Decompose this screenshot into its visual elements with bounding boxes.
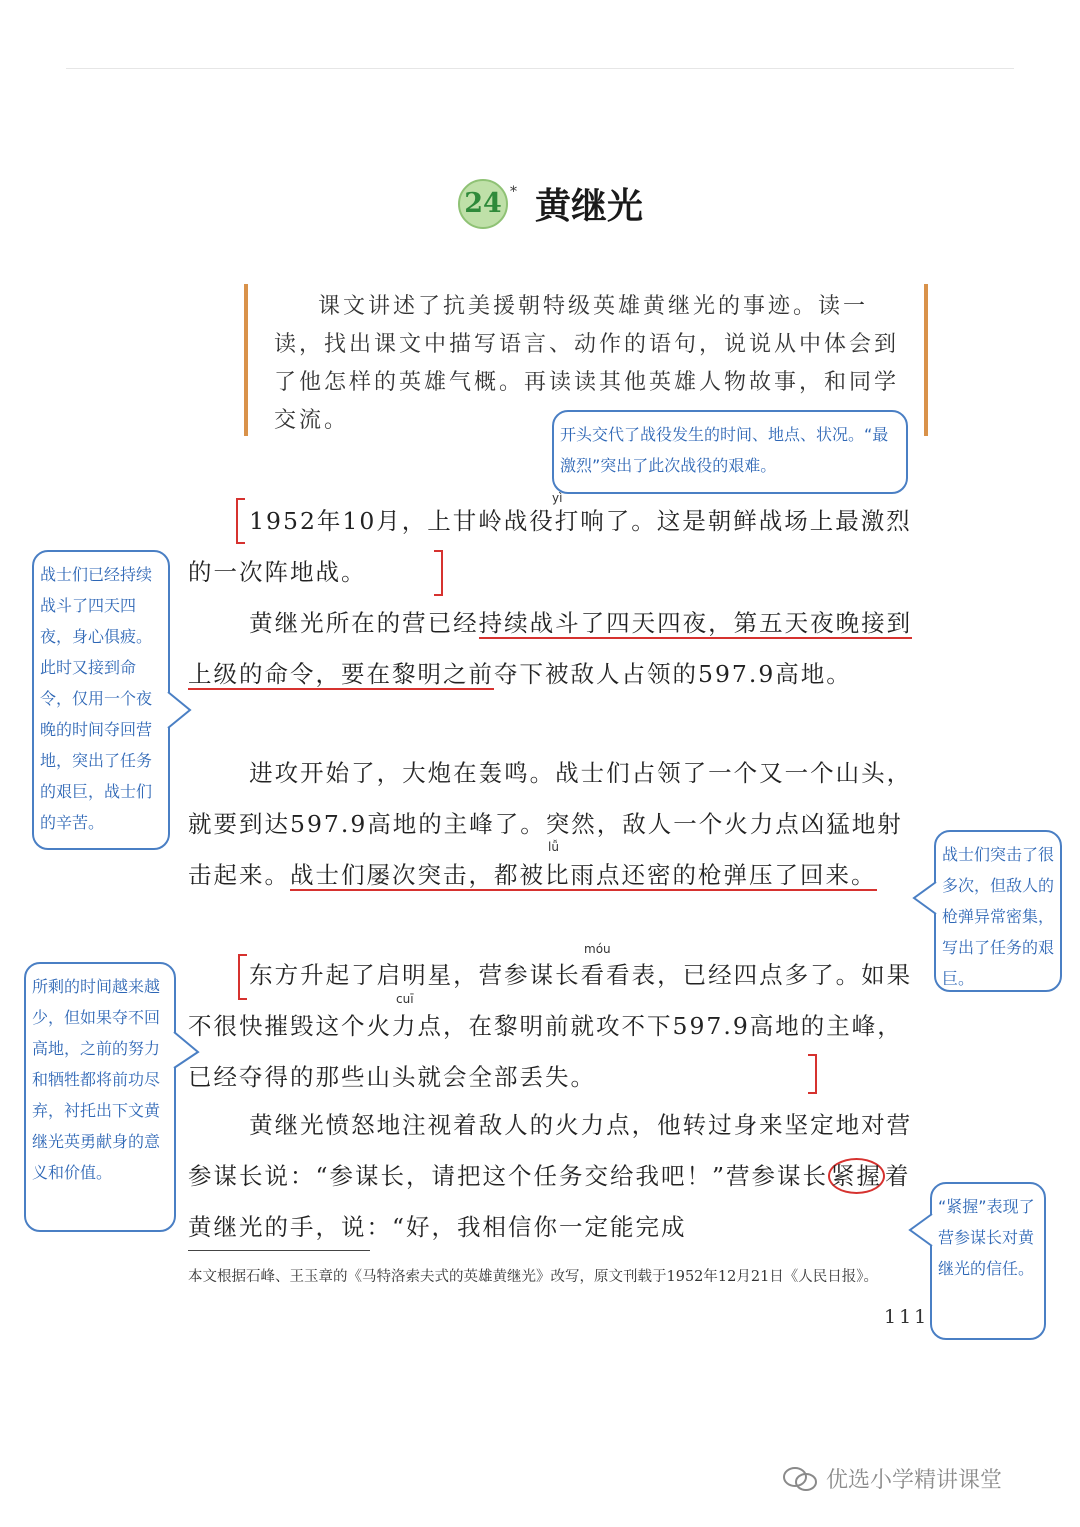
paragraph-5-text-a: 黄继光愤怒地注视着敌人的火力点，他转过身来坚定地对营参谋长说：“参谋长，请把这个任务交给我吧！”营参谋长 bbox=[188, 1111, 913, 1190]
footnote-divider bbox=[188, 1250, 370, 1251]
paragraph-3-text-a: 进攻开始了，大炮在轰鸣。战士们占领了一个又一个山头，就要到达597.9高地的主峰了。突然，敌人一个火力点凶猛地射击起来。 bbox=[188, 759, 913, 889]
page-number: 111 bbox=[884, 1306, 930, 1328]
circled-word-jinwo: 紧握 bbox=[828, 1158, 885, 1194]
pinyin-cui: cuī bbox=[396, 992, 414, 1006]
paragraph-1-text: 1952年10月，上甘岭战役打响了。这是朝鲜战场上最激烈的一次阵地战。 bbox=[188, 507, 912, 586]
note-four-days-tail bbox=[166, 690, 192, 730]
lesson-star: * bbox=[510, 184, 517, 200]
note-jinwo-tail bbox=[908, 1212, 934, 1248]
paragraph-3 bbox=[188, 748, 920, 901]
pinyin-mou: móu bbox=[584, 942, 611, 956]
top-divider bbox=[66, 68, 1014, 69]
pinyin-yi: yì bbox=[552, 491, 563, 505]
note-bullets-tail bbox=[912, 880, 938, 916]
paragraph-2-text-a: 黄继光所在的营已经 bbox=[249, 609, 479, 637]
paragraph-2 bbox=[188, 598, 920, 700]
paragraph-5-text-c: 着黄继光的手，说：“好，我相信你一定能完成 bbox=[188, 1162, 911, 1241]
note-time-running-out-tail bbox=[172, 1030, 200, 1070]
bracket-left-1 bbox=[236, 498, 245, 544]
pinyin-lv: lǚ bbox=[548, 840, 559, 854]
note-battle-intro: 开头交代了战役发生的时间、地点、状况。“最激烈”突出了此次战役的艰难。 bbox=[552, 410, 908, 494]
wechat-icon bbox=[782, 1466, 818, 1492]
watermark-text: 优选小学精讲课堂 bbox=[826, 1468, 1003, 1493]
paragraph-2-underlined: 持续战斗了四天四夜，第五天夜晚接到上级的命令，要在黎明之前 bbox=[188, 609, 913, 688]
bracket-left-2 bbox=[238, 954, 247, 1000]
lesson-heading bbox=[458, 178, 643, 229]
lesson-number-badge: 24 bbox=[458, 179, 508, 229]
paragraph-3-underlined: 战士们屡次突击，都被比雨点还密的枪弹压了回来。 bbox=[290, 861, 877, 889]
intro-text: 课文讲述了抗美援朝特级英雄黄继光的事迹。读一读，找出课文中描写语言、动作的语句，说说从中体会到了他怎样的英雄气概。再读读其他英雄人物故事，和同学交流。 bbox=[274, 294, 900, 433]
note-four-days: 战士们已经持续战斗了四天四夜，身心俱疲。此时又接到命令，仅用一个夜晚的时间夺回营地，突出了任务的艰巨，战士们的辛苦。 bbox=[32, 550, 170, 850]
paragraph-1 bbox=[188, 496, 920, 598]
footnote: 本文根据石峰、王玉章的《马特洛索夫式的英雄黄继光》改写，原文刊载于1952年12月21日《人民日报》。 bbox=[188, 1269, 879, 1285]
bracket-right-1 bbox=[434, 550, 443, 596]
paragraph-5 bbox=[188, 1100, 920, 1253]
note-time-running-out: 所剩的时间越来越少，但如果夺不回高地，之前的努力和牺牲都将前功尽弃，衬托出下文黄继光英勇献身的意义和价值。 bbox=[24, 962, 176, 1232]
note-jinwo: “紧握”表现了营参谋长对黄继光的信任。 bbox=[930, 1182, 1046, 1340]
bracket-right-2 bbox=[808, 1054, 817, 1094]
paragraph-4-text: 东方升起了启明星，营参谋长看看表，已经四点多了。如果不很快摧毁这个火力点，在黎明前就攻不下597.9高地的主峰，已经夺得的那些山头就会全部丢失。 bbox=[188, 961, 913, 1091]
paragraph-2-text-c: 夺下被敌人占领的597.9高地。 bbox=[494, 660, 852, 688]
watermark bbox=[782, 1463, 1002, 1494]
lesson-title: 黄继光 bbox=[535, 186, 644, 227]
note-bullets: 战士们突击了很多次，但敌人的枪弹异常密集，写出了任务的艰巨。 bbox=[934, 830, 1062, 992]
